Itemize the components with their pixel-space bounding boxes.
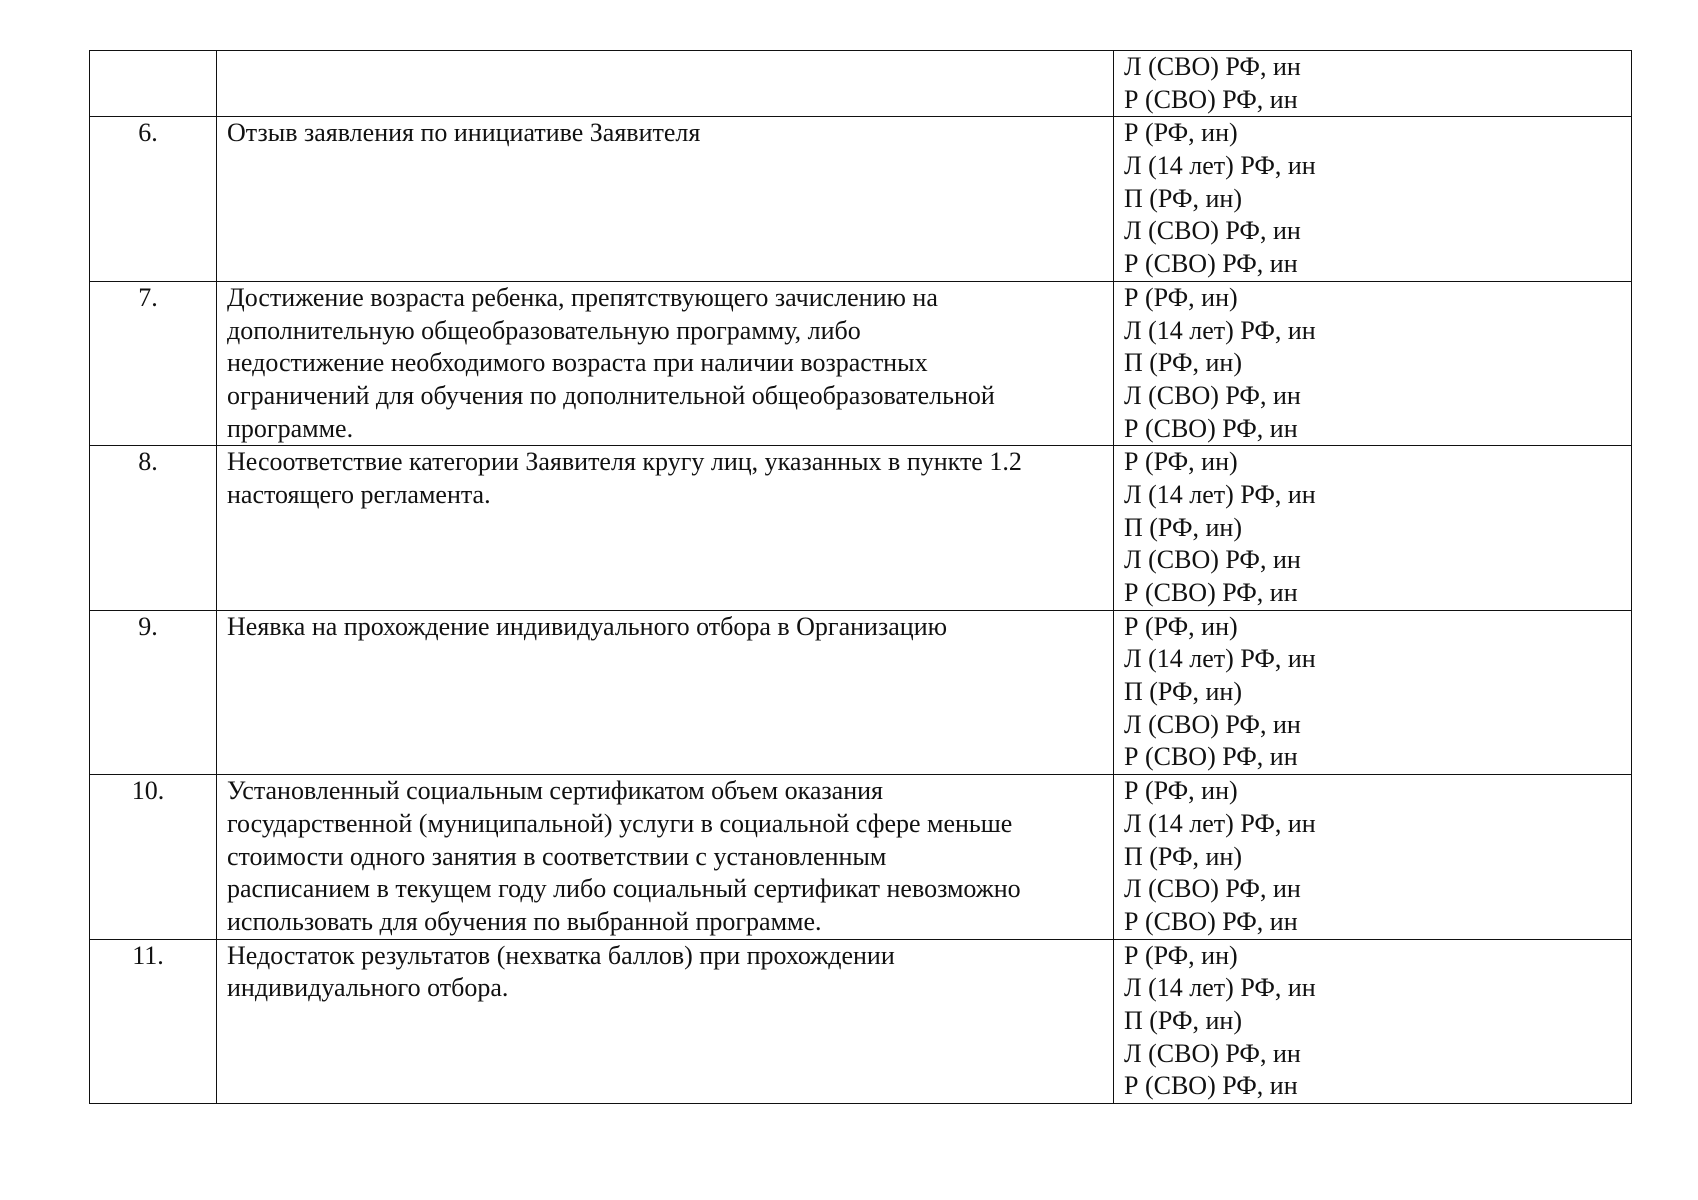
category-code: Р (РФ, ин) [1124, 940, 1238, 970]
row-number: 11. [132, 940, 164, 970]
category-code: Л (14 лет) РФ, ин [1124, 315, 1316, 345]
category-code: Л (14 лет) РФ, ин [1124, 808, 1316, 838]
description-line: Установленный социальным сертификатом объем оказания [227, 776, 883, 806]
description-cell [217, 939, 1114, 1103]
category-code: Р (РФ, ин) [1124, 447, 1238, 477]
category-code: П (РФ, ин) [1124, 677, 1242, 707]
category-code: Л (14 лет) РФ, ин [1124, 644, 1316, 674]
row-number [90, 51, 206, 84]
row-number-cell [90, 281, 217, 445]
row-number-cell [90, 775, 217, 939]
description-cell [217, 51, 1114, 117]
description-cell [217, 117, 1114, 281]
description-line: программе. [227, 413, 354, 443]
table-row [90, 117, 1632, 281]
category-code: Л (СВО) РФ, ин [1124, 380, 1301, 410]
row-number: 9. [138, 611, 158, 641]
category-code: Л (СВО) РФ, ин [1124, 709, 1301, 739]
row-number-cell [90, 446, 217, 610]
category-code: Р (СВО) РФ, ин [1124, 742, 1298, 772]
description-line: Достижение возраста ребенка, препятствующего зачислению на [227, 282, 938, 312]
description-line: использовать для обучения по выбранной программе. [227, 906, 822, 936]
category-code: Р (РФ, ин) [1124, 282, 1238, 312]
category-code: Л (СВО) РФ, ин [1124, 545, 1301, 575]
table-row [90, 775, 1632, 939]
table-row [90, 610, 1632, 774]
categories-cell [1114, 446, 1632, 610]
category-code: Р (СВО) РФ, ин [1124, 413, 1298, 443]
category-code: Р (СВО) РФ, ин [1124, 249, 1298, 279]
category-code: П (РФ, ин) [1124, 512, 1242, 542]
row-number: 7. [138, 282, 158, 312]
category-code: Л (СВО) РФ, ин [1124, 1038, 1301, 1068]
categories-cell [1114, 939, 1632, 1103]
description-line: Недостаток результатов (нехватка баллов) при прохождении [227, 940, 895, 970]
row-number-cell [90, 117, 217, 281]
description-line: Несоответствие категории Заявителя кругу лиц, указанных в пункте 1.2 [227, 447, 1022, 477]
categories-cell [1114, 281, 1632, 445]
description-cell [217, 446, 1114, 610]
row-number-cell [90, 51, 217, 117]
description-line: Отзыв заявления по инициативе Заявителя [227, 118, 701, 148]
description-cell [217, 281, 1114, 445]
categories-cell [1114, 775, 1632, 939]
description-line: ограничений для обучения по дополнительной общеобразовательной [227, 380, 995, 410]
description-line: Неявка на прохождение индивидуального отбора в Организацию [227, 611, 948, 641]
category-code: П (РФ, ин) [1124, 841, 1242, 871]
categories-cell [1114, 117, 1632, 281]
category-code: Р (СВО) РФ, ин [1124, 906, 1298, 936]
category-code: Р (СВО) РФ, ин [1124, 1071, 1298, 1101]
table-row [90, 939, 1632, 1103]
row-number: 10. [131, 776, 165, 806]
description-line: расписанием в текущем году либо социальный сертификат невозможно [227, 874, 1021, 904]
category-code: П (РФ, ин) [1124, 348, 1242, 378]
category-code: Р (РФ, ин) [1124, 776, 1238, 806]
table-row [90, 446, 1632, 610]
description-line: дополнительную общеобразовательную программу, либо [227, 315, 861, 345]
category-code: Р (СВО) РФ, ин [1124, 578, 1298, 607]
category-code: Л (14 лет) РФ, ин [1124, 973, 1316, 1003]
category-code: Р (РФ, ин) [1124, 118, 1238, 148]
description-line: государственной (муниципальной) услуги в социальной сфере меньше [227, 808, 1013, 838]
table-row [90, 281, 1632, 445]
category-code: Р (СВО) РФ, ин [1124, 84, 1298, 114]
category-code: Л (СВО) РФ, ин [1124, 874, 1301, 904]
category-code: Л (14 лет) РФ, ин [1124, 151, 1316, 181]
category-code: Р (РФ, ин) [1124, 611, 1238, 641]
description-line: индивидуального отбора. [227, 973, 509, 1003]
category-code: П (РФ, ин) [1124, 183, 1242, 213]
row-number: 6. [138, 118, 158, 148]
description-cell [217, 775, 1114, 939]
description-line: стоимости одного занятия в соответствии с установленным [227, 841, 887, 871]
category-code: Л (СВО) РФ, ин [1124, 216, 1301, 246]
category-code: Л (14 лет) РФ, ин [1124, 479, 1316, 509]
row-number-cell [90, 939, 217, 1103]
refusal-grounds-table [89, 50, 1632, 1104]
categories-cell [1114, 51, 1632, 117]
categories-cell [1114, 610, 1632, 774]
table-row [90, 51, 1632, 117]
description-line: недостижение необходимого возраста при наличии возрастных [227, 348, 928, 378]
row-number: 8. [138, 447, 158, 477]
category-code: П (РФ, ин) [1124, 1005, 1242, 1035]
description-line: настоящего регламента. [227, 479, 491, 509]
description-cell [217, 610, 1114, 774]
category-code: Л (СВО) РФ, ин [1124, 52, 1301, 81]
row-number-cell [90, 610, 217, 774]
